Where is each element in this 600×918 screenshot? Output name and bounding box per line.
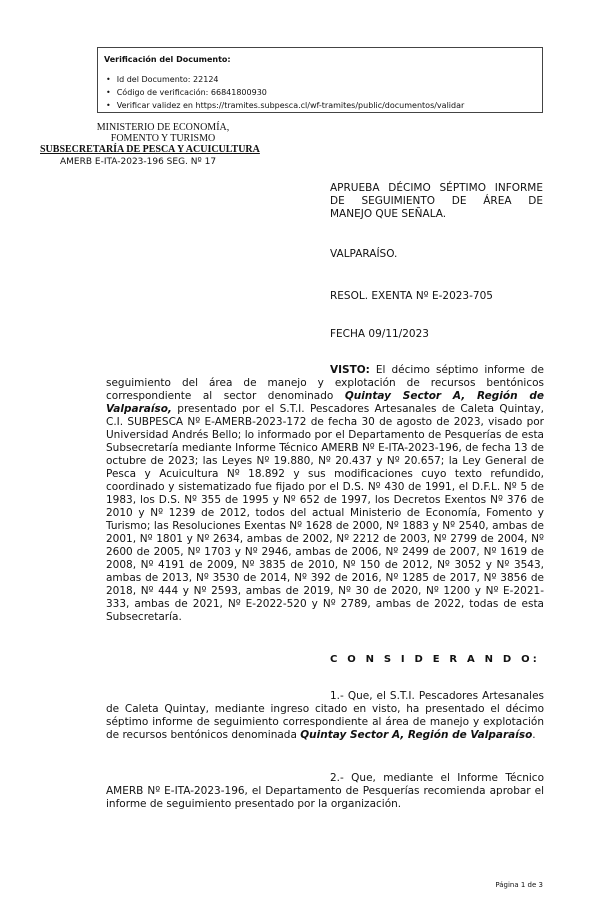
page-number: Página 1 de 3 [495,881,543,889]
considerando-paragraph-1 [106,690,544,742]
verification-item-url[interactable]: • Verificar validez en https://tramites.subpesca.cl/wf-tramites/public/documentos/validar [106,99,464,112]
document-reference: AMERB E-ITA-2023-196 SEG. Nº 17 [60,157,217,167]
verification-item-code: • Código de verificación: 66841800930 [106,86,464,99]
verification-list [106,73,464,112]
considerando-heading: C O N S I D E R A N D O: [330,654,540,665]
verification-item-id: • Id del Documento: 22124 [106,73,464,86]
p1-text-b: . [532,729,536,741]
subject-line-1: APRUEBA DÉCIMO SÉPTIMO INFORME [330,182,543,194]
verification-title: Verificación del Documento: [104,55,231,64]
resolution-subject [330,182,543,221]
subject-line-3: MANEJO QUE SEÑALA. [330,208,447,220]
visto-label: VISTO: [330,364,370,376]
visto-text-a: El décimo séptimo informe de seguimiento del área de manejo y explotación de recursos bentónicos correspondiente al sector denominado [106,364,544,402]
resolution-place: VALPARAÍSO. [330,248,398,260]
ministry-line-2: FOMENTO Y TURISMO [110,133,216,144]
p1-text-a: 1.- Que, el S.T.I. Pescadores Artesanales de Caleta Quintay, mediante ingreso citado en visto, ha presentado el décimo séptimo informe de seguimiento correspondiente al área de manejo y explotación de recursos bentónicos denominada [106,690,544,741]
p2-text: 2.- Que, mediante el Informe Técnico AMERB Nº E-ITA-2023-196, el Departamento de Pesquerías recomienda aprobar el informe de seguimiento presentado por la organización. [106,772,544,810]
ministry-name [52,122,274,144]
visto-text-b: presentado por el S.T.I. Pescadores Artesanales de Caleta Quintay, C.I. SUBPESCA Nº E-AMERB-2023-172 de fecha 30 de agosto de 2023, visado por Universidad Andrés Bello; lo informado por el Departamento de Pesquerías de esta Subsecretaría mediante Informe Técnico AMERB Nº E-ITA-2023-196, de fecha 13 de octubre de 2023; las Leyes Nº 19.880, Nº 20.437 y Nº 20.657; la Ley General de Pesca y Acuicultura Nº 18.892 y sus modificaciones cuyo texto refundido, coordinado y sistematizado fue fijado por el D.S. Nº 430 de 1991, el D.F.L. Nº 5 de 1983, los D.S. Nº 355 de 1995 y Nº 652 de 1997, los Decretos Exentos Nº 376 de 2010 y Nº 1239 de 2012, todos del actual Ministerio de Economía, Fomento y Turismo; las Resoluciones Exentas Nº 1628 de 2000, Nº 1883 y Nº 2540, ambas de 2001, Nº 1801 y Nº 2634, ambas de 2002, Nº 2212 de 2003, Nº 2799 de 2004, Nº 2600 de 2005, Nº 1703 y Nº 2946, ambas de 2006, Nº 2499 de 2007, Nº 1619 de 2008, Nº 4191 de 2009, Nº 3835 de 2010, Nº 150 de 2012, Nº 3052 y Nº 3543, ambas de 2013, Nº 3530 de 2014, Nº 392 de 2016, Nº 1285 de 2017, Nº 3856 de 2018, Nº 444 y Nº 2593, ambas de 2019, Nº 30 de 2020, Nº 1200 y Nº E-2021-333, ambas de 2021, Nº E-2022-520 y Nº 2789, ambas de 2022, todas de esta Subsecretaría. [106,403,544,623]
subsecretaria-name: SUBSECRETARÍA DE PESCA Y ACUICULTURA [40,144,260,155]
considerando-paragraph-2 [106,772,544,811]
resolution-number: RESOL. EXENTA Nº E-2023-705 [330,290,493,302]
ministry-line-1: MINISTERIO DE ECONOMÍA, [96,122,230,133]
visto-emphasis: Quintay Sector A, Región de Valparaíso, [106,390,545,415]
visto-paragraph [106,364,544,624]
resolution-date: FECHA 09/11/2023 [330,328,429,340]
p1-emphasis: Quintay Sector A, Región de Valparaíso [300,729,533,741]
subject-line-2: DE SEGUIMIENTO DE ÁREA DE [330,195,543,207]
